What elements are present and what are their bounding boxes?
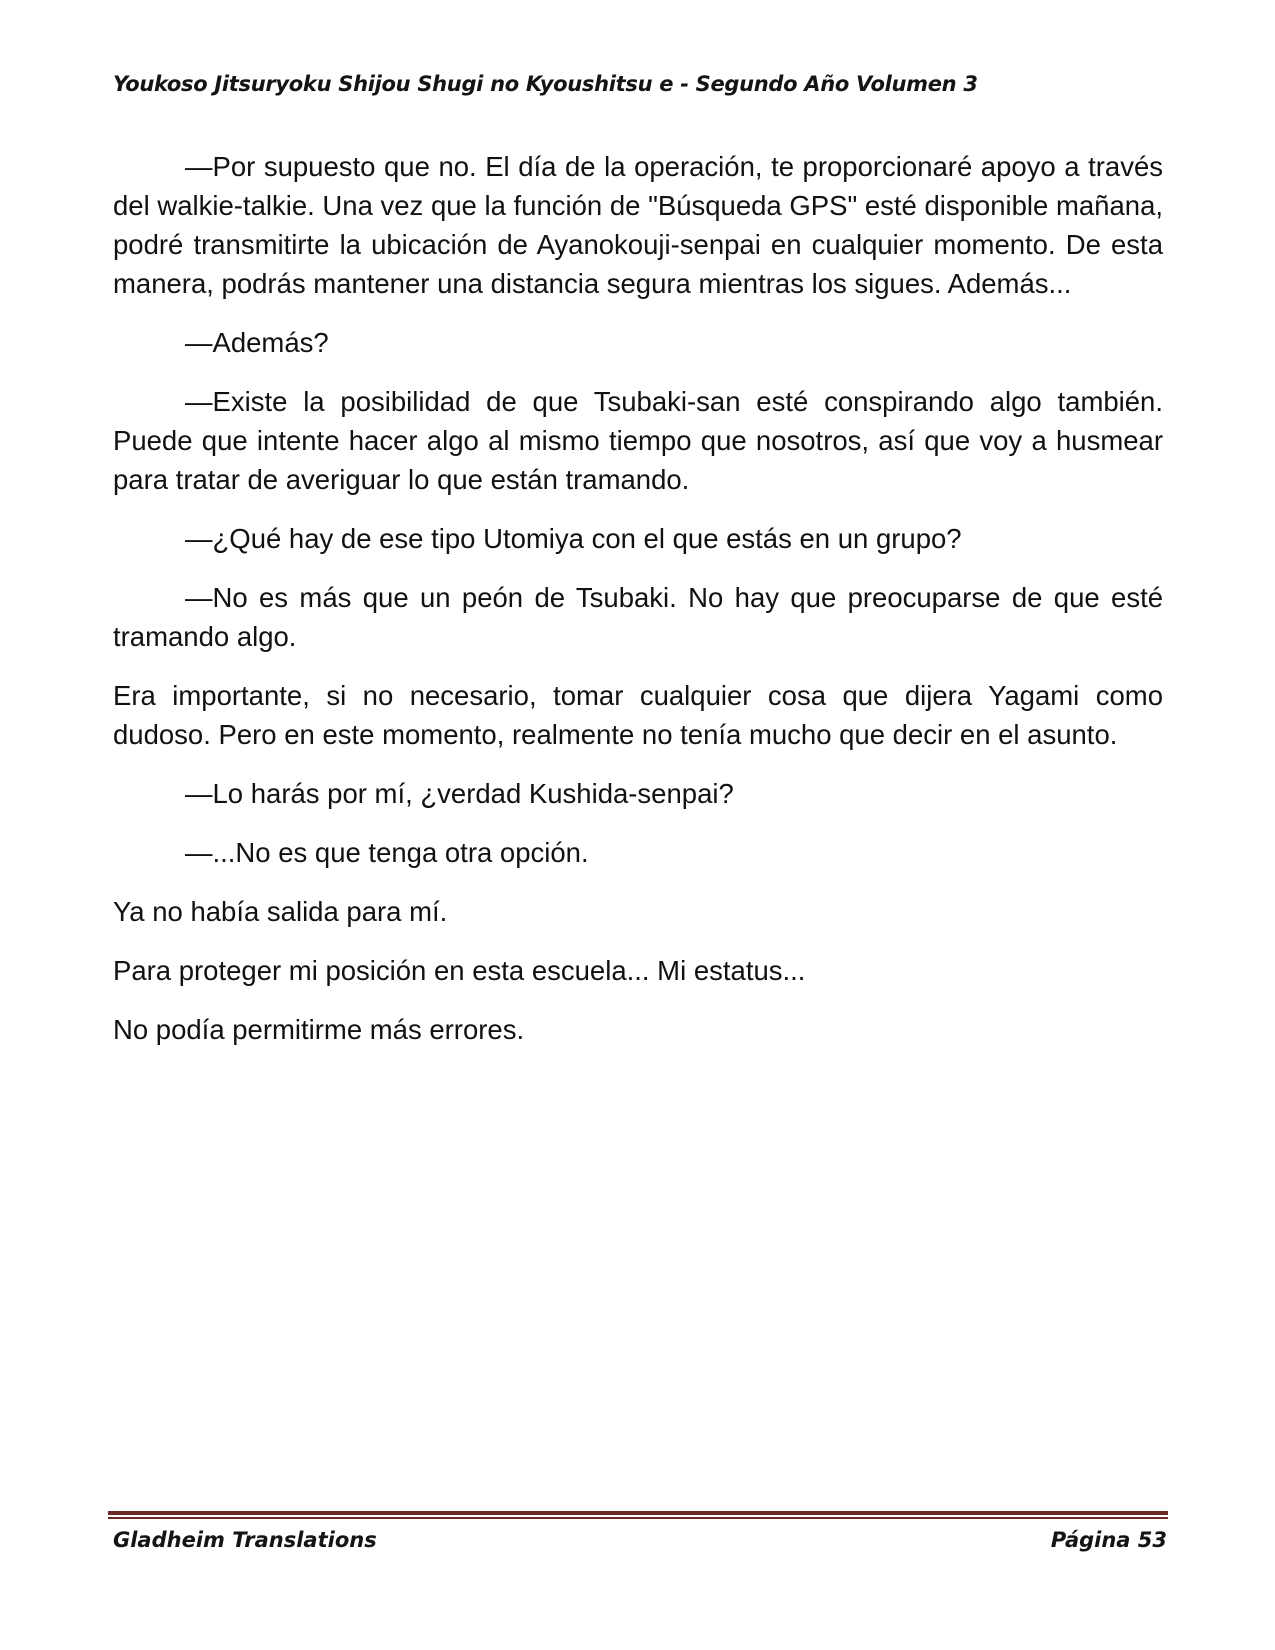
paragraph: —¿Qué hay de ese tipo Utomiya con el que estás en un grupo? (185, 523, 962, 554)
page-body (113, 147, 1163, 1069)
footer-page-number: Página 53 (1050, 1528, 1167, 1552)
paragraph: Para proteger mi posición en esta escuela... Mi estatus... (113, 955, 806, 986)
paragraph: Ya no había salida para mí. (113, 896, 448, 927)
footer-divider-thin (108, 1517, 1168, 1519)
paragraph: —Por supuesto que no. El día de la operación, te proporcionaré apoyo a través del walkie-talkie. Una vez que la función de "Búsqueda GPS" esté disponible mañana, podré transmitirte la ubicación de Ayanokouji-senpai en cualquier momento. De esta manera, podrás mantener una distancia segura mientras los sigues. Además... (113, 151, 1163, 299)
paragraph: Era importante, si no necesario, tomar cualquier cosa que dijera Yagami como dudoso. Pero en este momento, realmente no tenía mucho que decir en el asunto. (113, 680, 1163, 750)
paragraph: —...No es que tenga otra opción. (185, 837, 589, 868)
paragraph: No podía permitirme más errores. (113, 1014, 525, 1045)
footer-divider-thick (108, 1511, 1168, 1515)
footer-publisher: Gladheim Translations (113, 1528, 377, 1552)
paragraph: —Además? (185, 327, 329, 358)
paragraph: —Existe la posibilidad de que Tsubaki-san esté conspirando algo también. Puede que intente hacer algo al mismo tiempo que nosotros, así que voy a husmear para tratar de averiguar lo que están tramando. (113, 386, 1163, 495)
paragraph: —Lo harás por mí, ¿verdad Kushida-senpai? (185, 778, 734, 809)
footer-divider (108, 1511, 1168, 1519)
page-header-title: Youkoso Jitsuryoku Shijou Shugi no Kyoushitsu e - Segundo Año Volumen 3 (113, 72, 978, 96)
paragraph: —No es más que un peón de Tsubaki. No hay que preocuparse de que esté tramando algo. (113, 582, 1163, 652)
